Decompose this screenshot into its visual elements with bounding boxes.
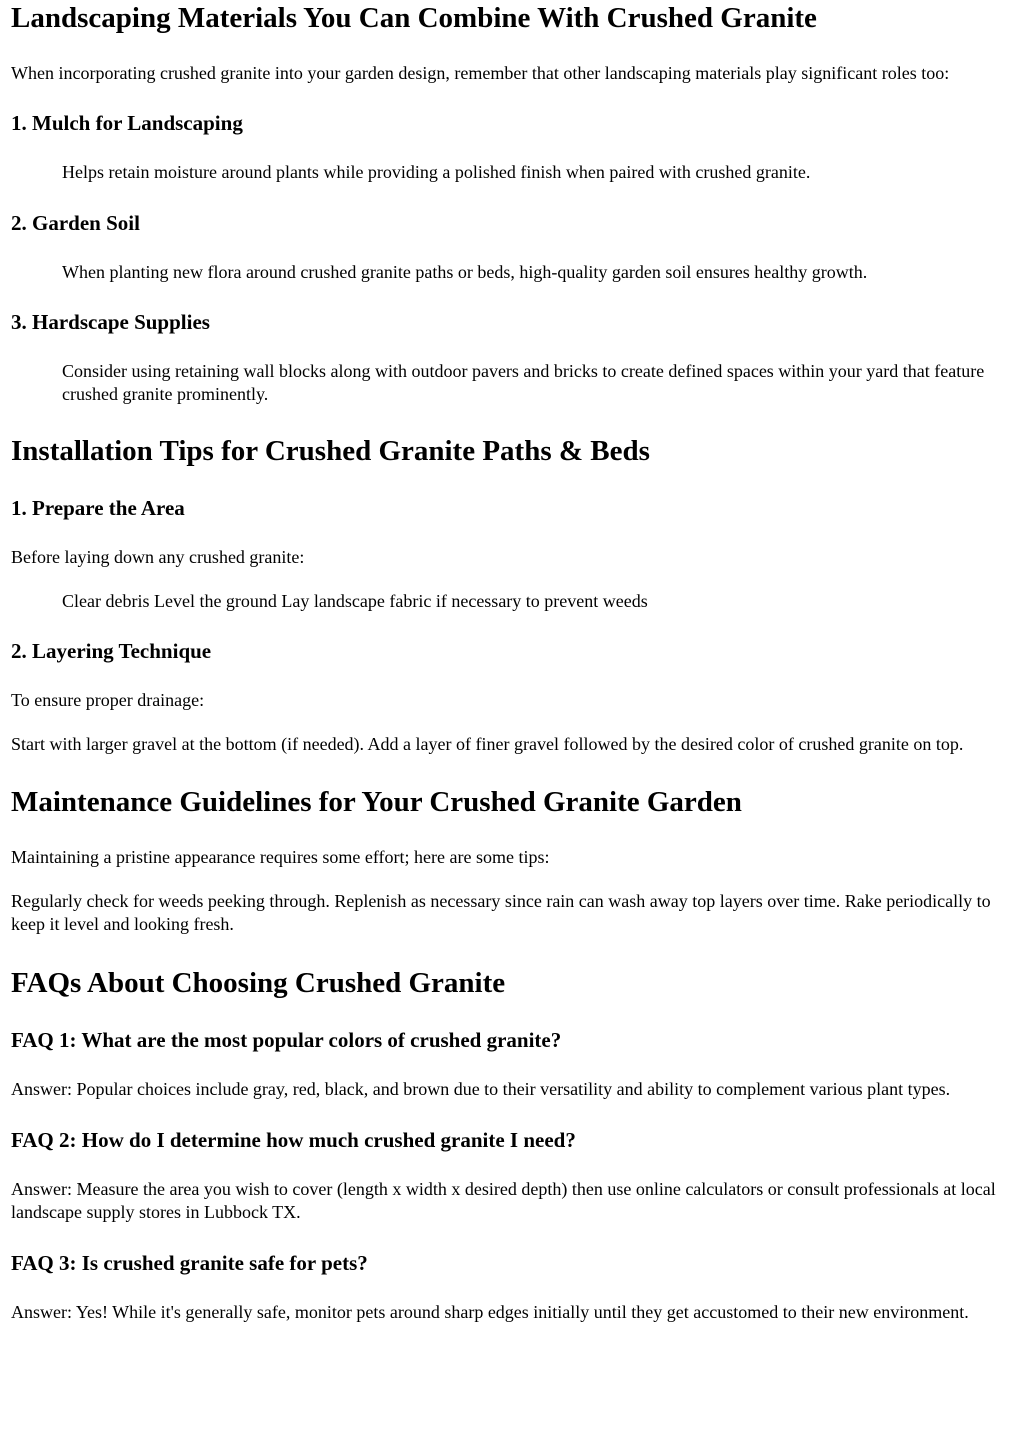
section-heading: Landscaping Materials You Can Combine With Crushed Granite <box>11 2 817 34</box>
material-heading-garden-soil: 2. Garden Soil <box>11 211 140 235</box>
material-description-hardscape: Consider using retaining wall blocks along with outdoor pavers and bricks to create defined spaces within your yard that feature crushed granite prominently. <box>62 361 985 404</box>
step-heading-layering: 2. Layering Technique <box>11 639 212 663</box>
material-heading-hardscape: 3. Hardscape Supplies <box>11 310 210 334</box>
section-installation-tips <box>11 434 1012 756</box>
material-heading-mulch: 1. Mulch for Landscaping <box>11 111 243 135</box>
section-intro: Maintaining a pristine appearance requires some effort; here are some tips: <box>11 847 550 867</box>
step-intro-layering: To ensure proper drainage: <box>11 690 205 710</box>
material-description-mulch: Helps retain moisture around plants while providing a polished finish when paired with crushed granite. <box>62 162 811 182</box>
section-heading: FAQs About Choosing Crushed Granite <box>11 967 506 999</box>
faq-answer: Answer: Yes! While it's generally safe, monitor pets around sharp edges initially until they get accustomed to their new environment. <box>11 1302 969 1322</box>
faq-answer: Answer: Measure the area you wish to cover (length x width x desired depth) then use online calculators or consult professionals at local landscape supply stores in Lubbock TX. <box>11 1179 996 1222</box>
section-faqs <box>11 966 1012 1324</box>
faq-question: FAQ 3: Is crushed granite safe for pets? <box>11 1251 368 1275</box>
step-list-prepare: Clear debris Level the ground Lay landscape fabric if necessary to prevent weeds <box>62 591 648 611</box>
step-intro-prepare: Before laying down any crushed granite: <box>11 547 305 567</box>
faq-answer: Answer: Popular choices include gray, red, black, and brown due to their versatility and ability to complement various plant types. <box>11 1079 951 1099</box>
step-heading-prepare: 1. Prepare the Area <box>11 496 185 520</box>
step-text-layering: Start with larger gravel at the bottom (if needed). Add a layer of finer gravel followed by the desired color of crushed granite on top. <box>11 734 964 754</box>
section-heading: Maintenance Guidelines for Your Crushed Granite Garden <box>11 786 742 818</box>
section-intro: When incorporating crushed granite into your garden design, remember that other landscaping materials play significant roles too: <box>11 63 950 83</box>
section-landscaping-materials <box>11 0 1012 406</box>
section-maintenance <box>11 785 1012 936</box>
material-description-garden-soil: When planting new flora around crushed granite paths or beds, high-quality garden soil ensures healthy growth. <box>62 262 868 282</box>
maintenance-tips: Regularly check for weeds peeking through. Replenish as necessary since rain can wash away top layers over time. Rake periodically to keep it level and looking fresh. <box>11 891 991 934</box>
section-heading: Installation Tips for Crushed Granite Paths & Beds <box>11 435 650 467</box>
faq-question: FAQ 1: What are the most popular colors of crushed granite? <box>11 1028 562 1052</box>
article <box>11 0 1012 1324</box>
faq-question: FAQ 2: How do I determine how much crushed granite I need? <box>11 1128 576 1152</box>
